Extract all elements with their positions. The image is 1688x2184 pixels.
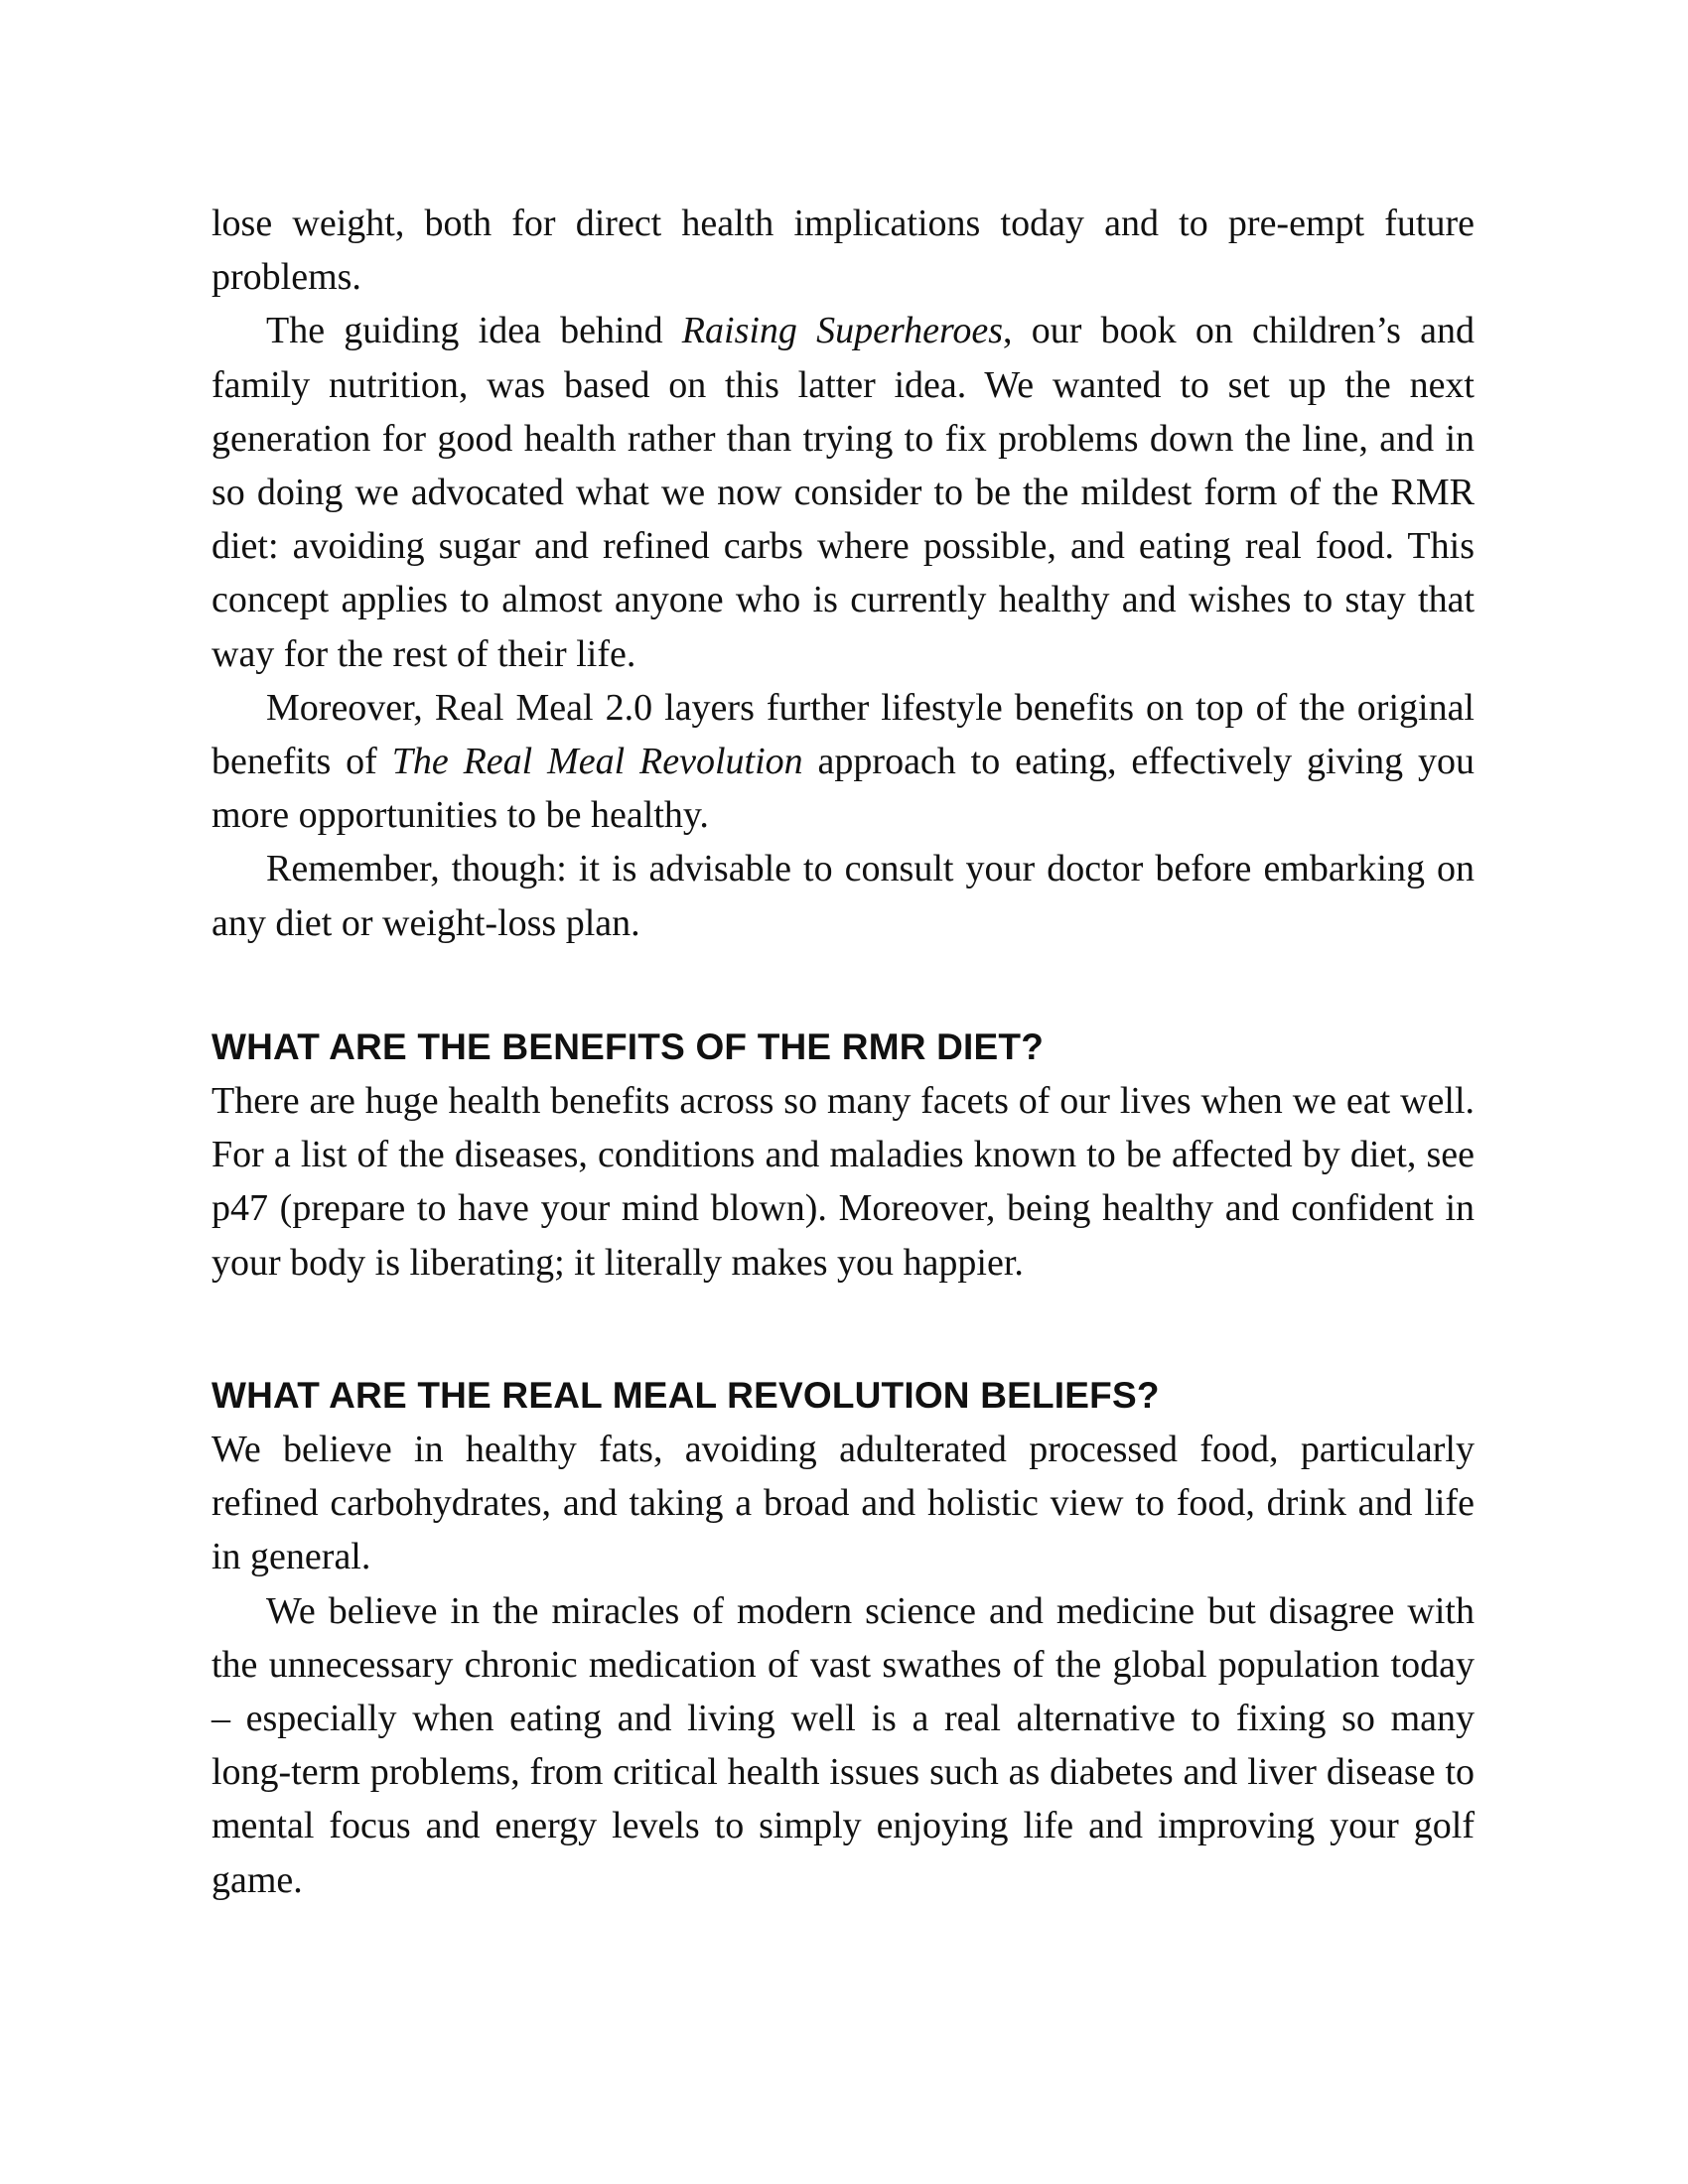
intro-paragraph-2-after: , our book on children’s and family nutrition, was based on this latter idea. We wanted to set up the next generation for good health rather than trying to fix problems down the line, and in so doing we advocated what we now consider to be the mildest form of the RMR diet: avoiding sugar and refined carbs where possible, and eating real food. This concept applies to almost anyone who is currently healthy and wishes to stay that way for the rest of their life. [211,310,1475,675]
section-spacer [211,1290,1475,1369]
intro-paragraph-4: Remember, though: it is advisable to consult your doctor before embarking on any diet or weight-loss plan. [211,848,1475,944]
intro-paragraph-2-before: The guiding idea behind [266,310,682,352]
intro-paragraph-3 [211,681,1475,843]
intro-paragraph-3-before: Moreover, Real Meal 2.0 layers further lifestyle benefits on top of the original benefits of [211,686,1475,783]
book-title-raising-superheroes: Raising Superheroes [681,310,1004,352]
benefits-heading: WHAT ARE THE BENEFITS OF THE RMR DIET? [211,1025,1045,1067]
beliefs-paragraph-2: We believe in the miracles of modern science and medicine but disagree with the unnecessary chronic medication of vast swathes of the global population today – especially when eating and living well is a real alternative to fixing so many long-term problems, from critical health issues such as diabetes and liver disease to mental focus and energy levels to simply enjoying life and improving your golf game. [211,1589,1475,1901]
intro-paragraph-3-after: approach to eating, effectively giving you more opportunities to be healthy. [211,741,1475,837]
page-content [211,197,1475,1907]
intro-paragraph-2 [211,304,1475,680]
book-title-real-meal-revolution: The Real Meal Revolution [391,741,803,783]
beliefs-paragraph-1: We believe in healthy fats, avoiding adulterated processed food, particularly refined carbohydrates, and taking a broad and holistic view to food, drink and life in general. [211,1429,1475,1578]
benefits-paragraph-1: There are huge health benefits across so many facets of our lives when we eat well. For a list of the diseases, conditions and maladies known to be affected by diet, see p47 (prepare to have your mind blown). Moreover, being healthy and confident in your body is liberating; it literally makes you happier. [211,1080,1475,1284]
beliefs-heading: WHAT ARE THE REAL MEAL REVOLUTION BELIEFS? [211,1374,1160,1416]
section-spacer [211,950,1475,1021]
intro-paragraph-1: lose weight, both for direct health implications today and to pre-empt future problems. [211,203,1475,299]
